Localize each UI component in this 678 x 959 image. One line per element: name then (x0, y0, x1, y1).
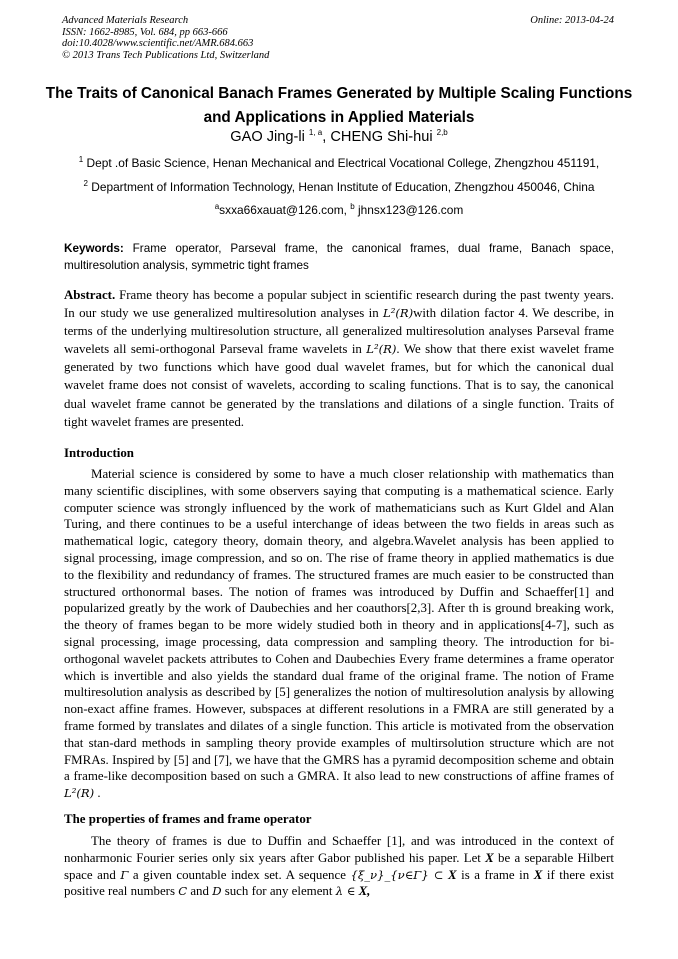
doi: doi:10.4028/www.scientific.net/AMR.684.663 (62, 38, 254, 50)
author-2: CHENG Shi-hui (330, 129, 433, 145)
abstract-label: Abstract. (64, 288, 116, 302)
keywords-text: Frame operator, Parseval frame, the canonical frames, dual frame, Banach space, multiresolution analysis, symmetric tight frames (64, 242, 615, 272)
issn: ISSN: 1662-8985, Vol. 684, pp 663-666 (62, 26, 228, 38)
author-1: GAO Jing-li (230, 129, 305, 145)
affiliation-1: $^1$ Dept .of Basic Science, Henan Mechanical and Electrical Vocational College, Zhengzhou 451191, (78, 155, 600, 170)
author-emails: $^a$sxxa66xauat@126.com, $^b$ jhnsx123@126.com (214, 202, 464, 217)
email-a: sxxa66xauat@126.com, (219, 203, 347, 217)
email-b: jhnsx123@126.com (358, 203, 464, 217)
online-date: Online: 2013-04-24 (530, 15, 614, 26)
keywords (64, 241, 614, 274)
properties-heading: The properties of frames and frame operator (64, 812, 312, 826)
paper-title: The Traits of Canonical Banach Frames Generated by Multiple Scaling Functions and Applications in Applied Materials (45, 85, 633, 126)
introduction-body: Material science is considered by some to have a much closer relationship with mathematics than many scientific disciplines, with some observers saying that computing is a mathematical science. Early computer science was strongly influenced by the work of mathematicians such as Kurt Gldel and Alan Turing, and there continues to be a useful interchange of ideas between the two fields in areas such as mathematical logic, category theory, domain theory, and algebra.Wavelet analysis has been applied to signal processing, image compression, and so on. The rise of frame theory in applied mathematics is due to the flexibility and redundancy of frames. The structured frames are much easier to be constructed than structured orthonormal bases. The notion of frames was introduced by Duffin and Schaeffer[1] and popularized greatly by the work of Daubechies and her coauthors[2,3]. After th is ground breaking work, the theory of frames began to be more widely studied both in theory and in applications[4-7], such as signal processing, image processing, data compression and sampling theory. The introduction for bi-orthogonal wavelet packets attributes to Cohen and Daubechies Every frame determines a frame operator which is invertible and also yields the standard dual frame of the original frame. The notion of Frame multiresolution analysis as described by [5] generalizes the notion of multiresolution analysis by allowing non-exact affine frames. However, subspaces at different resolutions in a FMRA are still generated by a frame formed by translates and dilates of a single function. This article is motivated from the observation that stan-dard methods in sampling theory provide examples of multirsolution structure which are not FMRAs. Inspired by [5] and [7], we have that the GMRS has a pyramid decomposition scheme and obtain a frame-like decomposition based on such a GMRA. It also lead to new constructions of affine frames of L²(R) . (64, 467, 614, 801)
math-l2r: L²(R) (366, 342, 397, 357)
affiliation-2: $^2$ Department of Information Technology, Henan Institute of Education, Zhengzhou 450046, China (83, 179, 595, 194)
introduction-heading: Introduction (64, 446, 134, 460)
math-l2r: L²(R) (64, 786, 95, 801)
keywords-label: Keywords: (64, 242, 124, 255)
author-line: GAO Jing-li $^{1, a}$, CHENG Shi-hui $^{2,b}$ (230, 128, 448, 145)
math-l2r: L²(R) (383, 306, 414, 321)
properties-body: The theory of frames is due to Duffin and Schaeffer [1], and was introduced in the context of nonharmonic Fourier series only six years after Gabor published his paper. Let X be a separable Hilbert space and Γ a given countable index set. A sequence {ξ_ν}_{ν∈Γ} ⊂ X is a frame in X if there exist positive real numbers C and D such for any element λ ∈ X, (64, 834, 614, 899)
journal-name: Advanced Materials Research (62, 15, 189, 26)
author-1-sup: 1, a (308, 128, 323, 138)
abstract: Abstract. Frame theory has become a popular subject in scientific research during the past twenty years. In our study we use generalized multiresolution analyses in L²(R)with dilation factor 4. We describe, in terms of the underlying multiresolution structure, all generalized multiresolution analyses Parseval frame wavelets all semi-orthogonal Parseval frame wavelets in L²(R). We show that there exist wavelet frame generated by two functions which have good dual wavelet frames, but for which the canonical dual wavelet frame does not consist of wavelets, according to scaling functions. That is to say, the canonical dual wavelet frame cannot be generated by the translations and dilations of a single function. Traits of tight wavelet frames are presented. (64, 288, 615, 429)
math-sequence: {ξ_ν}_{ν∈Γ} ⊂ (350, 867, 444, 882)
copyright: © 2013 Trans Tech Publications Ltd, Switzerland (62, 49, 270, 61)
author-2-sup: 2,b (436, 128, 448, 138)
journal-header (62, 15, 269, 61)
